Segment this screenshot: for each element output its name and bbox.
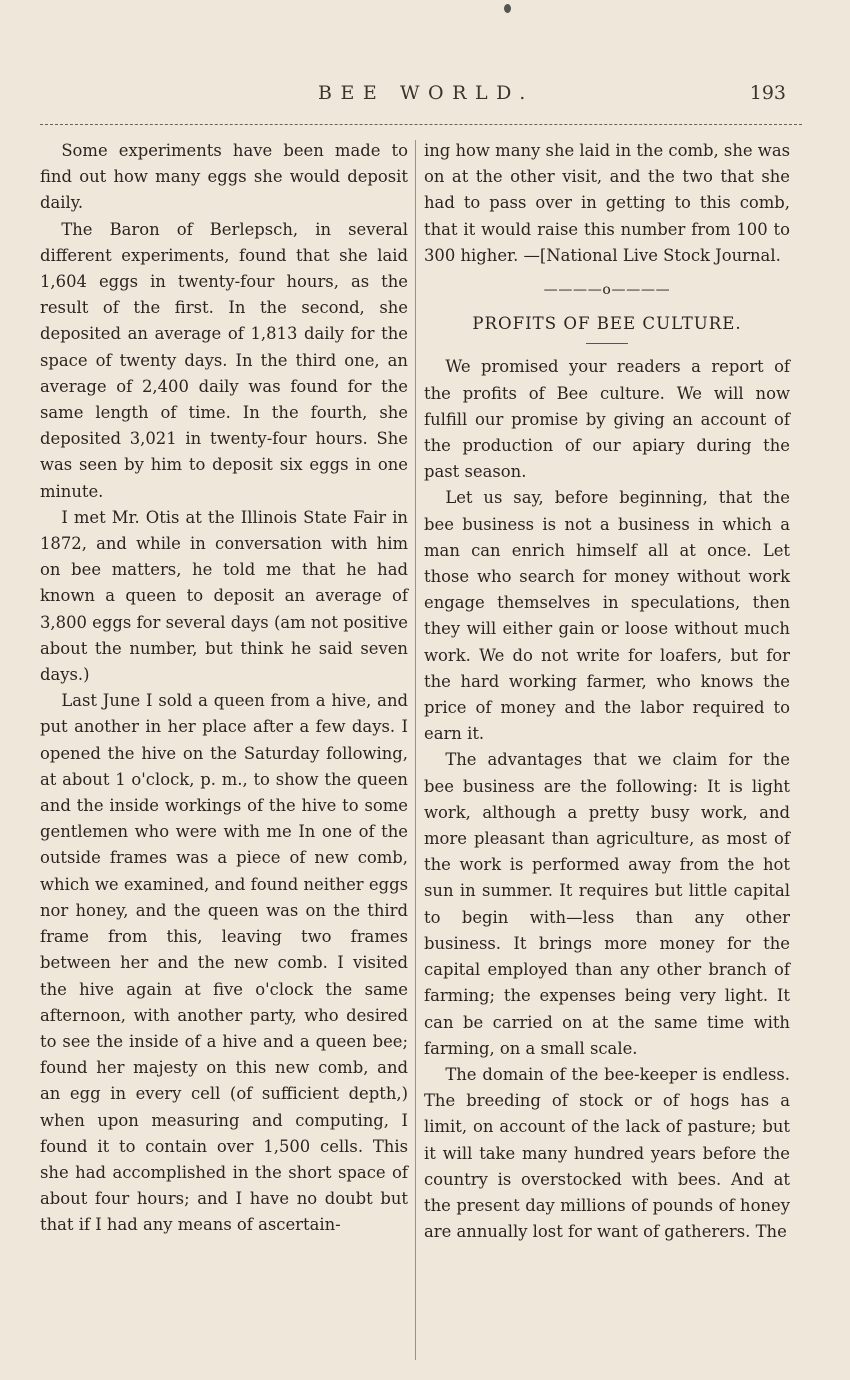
title-underline bbox=[586, 343, 628, 344]
page-number: 193 bbox=[749, 82, 786, 104]
left-column bbox=[40, 138, 408, 1239]
column-divider bbox=[415, 140, 416, 1360]
paragraph: Some experiments have been made to find out how many eggs she would deposit daily. bbox=[40, 141, 408, 213]
right-column bbox=[424, 138, 790, 1245]
paragraph: The advantages that we claim for the bee business are the following: It is light work, although a pretty busy work, and more pleasant than agriculture, as most of the work is performed away from the hot sun in summer. It requires but little capital to begin with—less than any other business. It brings more money for the capital employed than any other branch of farming; the expenses being very light. It can be carried on at the same time with farming, on a small scale. bbox=[424, 750, 790, 1058]
paragraph: Let us say, before beginning, that the bee business is not a business in which a man can enrich himself all at once. Let those who search for money without work engage themselves in speculations, then they will either gain or loose without much work. We do not write for loafers, but for the hard working farmer, who knows the price of money and the labor required to earn it. bbox=[424, 488, 790, 744]
section-separator: ————o———— bbox=[543, 282, 671, 299]
paragraph: The domain of the bee-keeper is endless. The breeding of stock or of hogs has a limit, on account of the lack of pasture; but it will take many hundred years before the country is overstocked with bees. And at the present day millions of pounds of honey are annually lost for want of gatherers. The bbox=[424, 1064, 790, 1242]
paragraph: The Baron of Berlepsch, in several different experiments, found that she laid 1,604 eggs in twenty-four hours, as the result of the first. In the second, she deposited an average of 1,813 daily for the space of twenty days. In the third one, an average of 2,400 daily was found for the same length of time. In the fourth, she deposited 3,021 in twenty-four hours. She was seen by him to deposit six eggs in one minute. bbox=[40, 219, 408, 501]
header-rule bbox=[40, 124, 802, 125]
section-title: PROFITS OF BEE CULTURE. bbox=[472, 314, 742, 334]
paragraph: I met Mr. Otis at the Illinois State Fair in 1872, and while in conversation with him on bee matters, he told me that he had known a queen to deposit an average of 3,800 eggs for several days (am not positive about the number, but think he said seven days.) bbox=[40, 507, 408, 685]
paragraph: We promised your readers a report of the profits of Bee culture. We will now fulfill our promise by giving an account of the production of our apiary during the past season. bbox=[424, 357, 790, 482]
running-title: BEE WORLD. bbox=[318, 82, 534, 104]
paragraph: Last June I sold a queen from a hive, and put another in her place after a few days. I opened the hive on the Saturday following, at about 1 o'clock, p. m., to show the queen and the inside workings of the hive to some gentlemen who were with me In one of the outside frames was a piece of new comb, which we examined, and found neither eggs nor honey, and the queen was on the third frame from this, leaving two frames between her and the new comb. I visited the hive again at five o'clock the same afternoon, with another party, who desired to see the inside of a hive and a queen bee; found her majesty on this new comb, and an egg in every cell (of sufficient depth,) when upon measuring and computing, I found it to contain over 1,500 cells. This she had accomplished in the short space of about four hours; and I have no doubt but that if I had any means of ascertain- bbox=[40, 691, 408, 1235]
continued-paragraph: ing how many she laid in the comb, she was on at the other visit, and the two that she had to pass over in getting to this comb, that it would raise this number from 100 to 300 higher. —[National Live Stock Journal. bbox=[424, 141, 790, 265]
page-header bbox=[0, 82, 850, 112]
ink-smudge bbox=[504, 4, 511, 13]
